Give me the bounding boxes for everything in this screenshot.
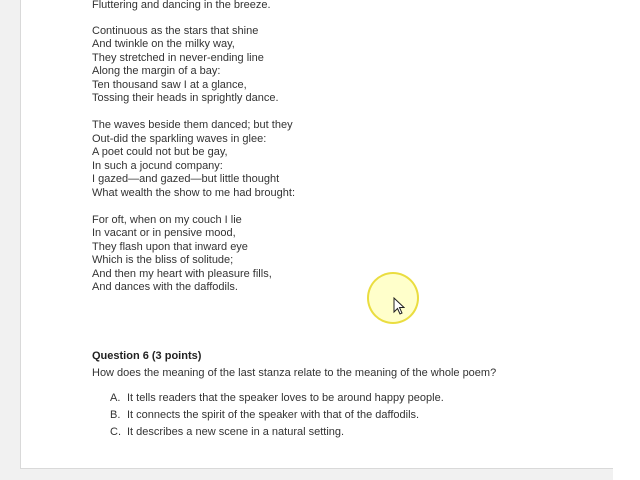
poem-stanza-2	[92, 25, 295, 106]
poem-line: The waves beside them danced; but they	[92, 119, 293, 131]
poem-line: A poet could not but be gay,	[92, 146, 228, 158]
mouse-pointer-icon	[393, 297, 405, 315]
question-title: Question 6 (3 points)	[92, 350, 202, 362]
poem-line: Out-did the sparkling waves in glee:	[92, 132, 267, 145]
answer-list	[92, 391, 496, 439]
poem-stanza-3	[92, 119, 295, 200]
poem-line: They stretched in never-ending line	[92, 51, 264, 64]
answer-text: It tells readers that the speaker loves to be around happy people.	[127, 392, 444, 404]
poem-line: For oft, when on my couch I lie	[92, 213, 242, 226]
poem-line: Ten thousand saw I at a glance,	[92, 78, 247, 91]
poem-line: They flash upon that inward eye	[92, 240, 248, 253]
answer-text: It describes a new scene in a natural setting.	[127, 426, 345, 438]
poem-line: And dances with the daffodils.	[92, 281, 238, 293]
answer-letter: C.	[110, 426, 121, 438]
poem-stanza-4	[92, 214, 295, 295]
poem-text	[92, 0, 295, 308]
answer-text: It connects the spirit of the speaker with that of the daffodils.	[127, 409, 420, 421]
question-prompt: How does the meaning of the last stanza relate to the meaning of the whole poem?	[92, 367, 497, 379]
right-margin	[613, 0, 640, 480]
poem-line: And twinkle on the milky way,	[92, 38, 235, 50]
answer-option-b[interactable]	[110, 408, 496, 422]
poem-line: And then my heart with pleasure fills,	[92, 267, 272, 280]
poem-line: In vacant or in pensive mood,	[92, 227, 236, 239]
poem-line: Along the margin of a bay:	[92, 65, 221, 77]
answer-letter: A.	[110, 392, 121, 404]
poem-line: Fluttering and dancing in the breeze.	[92, 0, 271, 11]
poem-stanza-1	[92, 0, 295, 11]
poem-line: What wealth the show to me had brought:	[92, 186, 296, 199]
answer-option-c[interactable]	[110, 425, 496, 439]
poem-line: Continuous as the stars that shine	[92, 24, 259, 37]
answer-option-a[interactable]	[110, 391, 496, 405]
poem-line: I gazed—and gazed—but little thought	[92, 173, 280, 185]
poem-line: Which is the bliss of solitude;	[92, 254, 234, 266]
answer-letter: B.	[110, 409, 121, 421]
poem-line: In such a jocund company:	[92, 159, 223, 172]
quiz-page	[20, 0, 614, 469]
poem-line: Tossing their heads in sprightly dance.	[92, 92, 279, 104]
question-6	[92, 349, 496, 442]
